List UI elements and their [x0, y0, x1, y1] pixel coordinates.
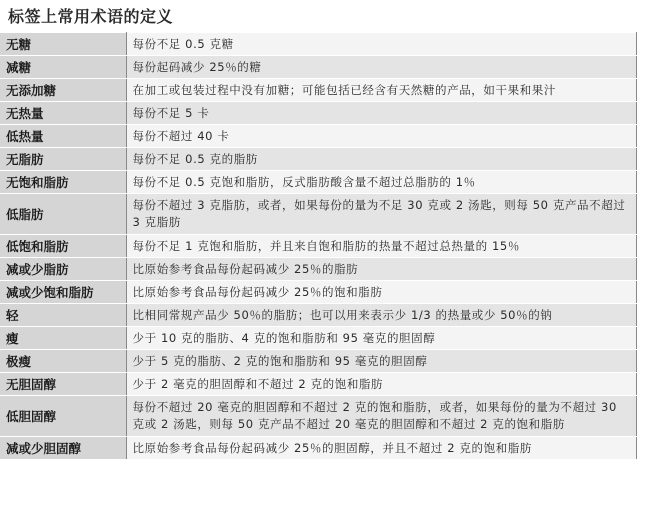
terms-table [0, 32, 637, 460]
term-cell: 减或少胆固醇 [0, 437, 126, 460]
term-cell: 无脂肪 [0, 148, 126, 171]
definition-cell: 每份不足 1 克饱和脂肪，并且来自饱和脂肪的热量不超过总热量的 15％ [126, 235, 636, 258]
definition-cell: 少于 10 克的脂肪、4 克的饱和脂肪和 95 毫克的胆固醇 [126, 327, 636, 350]
table-row [0, 304, 636, 327]
table-row [0, 373, 636, 396]
term-cell: 低热量 [0, 125, 126, 148]
term-cell: 无饱和脂肪 [0, 171, 126, 194]
definition-cell: 比原始参考食品每份起码减少 25％的饱和脂肪 [126, 281, 636, 304]
table-row [0, 437, 636, 460]
table-row [0, 148, 636, 171]
table-row [0, 102, 636, 125]
term-cell: 低脂肪 [0, 194, 126, 235]
definition-cell: 在加工或包装过程中没有加糖；可能包括已经含有天然糖的产品，如干果和果汁 [126, 79, 636, 102]
term-cell: 无胆固醇 [0, 373, 126, 396]
definition-cell: 少于 5 克的脂肪、2 克的饱和脂肪和 95 毫克的胆固醇 [126, 350, 636, 373]
term-cell: 低胆固醇 [0, 396, 126, 437]
table-row [0, 396, 636, 437]
term-cell: 减或少脂肪 [0, 258, 126, 281]
term-cell: 极瘦 [0, 350, 126, 373]
term-cell: 轻 [0, 304, 126, 327]
definition-cell: 每份不足 0.5 克饱和脂肪，反式脂肪酸含量不超过总脂肪的 1％ [126, 171, 636, 194]
table-row [0, 33, 636, 56]
definition-cell: 每份不超过 40 卡 [126, 125, 636, 148]
term-cell: 减糖 [0, 56, 126, 79]
table-row [0, 125, 636, 148]
definition-cell: 每份不足 0.5 克糖 [126, 33, 636, 56]
page-title: 标签上常用术语的定义 [8, 7, 174, 26]
definition-cell: 每份不超过 20 毫克的胆固醇和不超过 2 克的饱和脂肪，或者，如果每份的量为不超过 30 克或 2 汤匙，则每 50 克产品不超过 20 毫克的胆固醇和不超过 2 克的饱和脂肪 [126, 396, 636, 437]
table-row [0, 258, 636, 281]
table-row [0, 194, 636, 235]
term-cell: 减或少饱和脂肪 [0, 281, 126, 304]
term-cell: 无添加糖 [0, 79, 126, 102]
definition-cell: 比相同常规产品少 50％的脂肪；也可以用来表示少 1/3 的热量或少 50％的钠 [126, 304, 636, 327]
term-cell: 瘦 [0, 327, 126, 350]
table-row [0, 79, 636, 102]
term-cell: 无糖 [0, 33, 126, 56]
definition-cell: 每份不超过 3 克脂肪，或者，如果每份的量为不足 30 克或 2 汤匙，则每 50 克产品不超过 3 克脂肪 [126, 194, 636, 235]
table-row [0, 350, 636, 373]
definition-cell: 少于 2 毫克的胆固醇和不超过 2 克的饱和脂肪 [126, 373, 636, 396]
table-row [0, 281, 636, 304]
table-row [0, 327, 636, 350]
table-row [0, 171, 636, 194]
definition-cell: 比原始参考食品每份起码减少 25％的脂肪 [126, 258, 636, 281]
definition-cell: 每份起码减少 25％的糖 [126, 56, 636, 79]
term-cell: 低饱和脂肪 [0, 235, 126, 258]
definition-cell: 每份不足 0.5 克的脂肪 [126, 148, 636, 171]
table-row [0, 56, 636, 79]
table-row [0, 235, 636, 258]
definition-cell: 比原始参考食品每份起码减少 25％的胆固醇，并且不超过 2 克的饱和脂肪 [126, 437, 636, 460]
definition-cell: 每份不足 5 卡 [126, 102, 636, 125]
term-cell: 无热量 [0, 102, 126, 125]
